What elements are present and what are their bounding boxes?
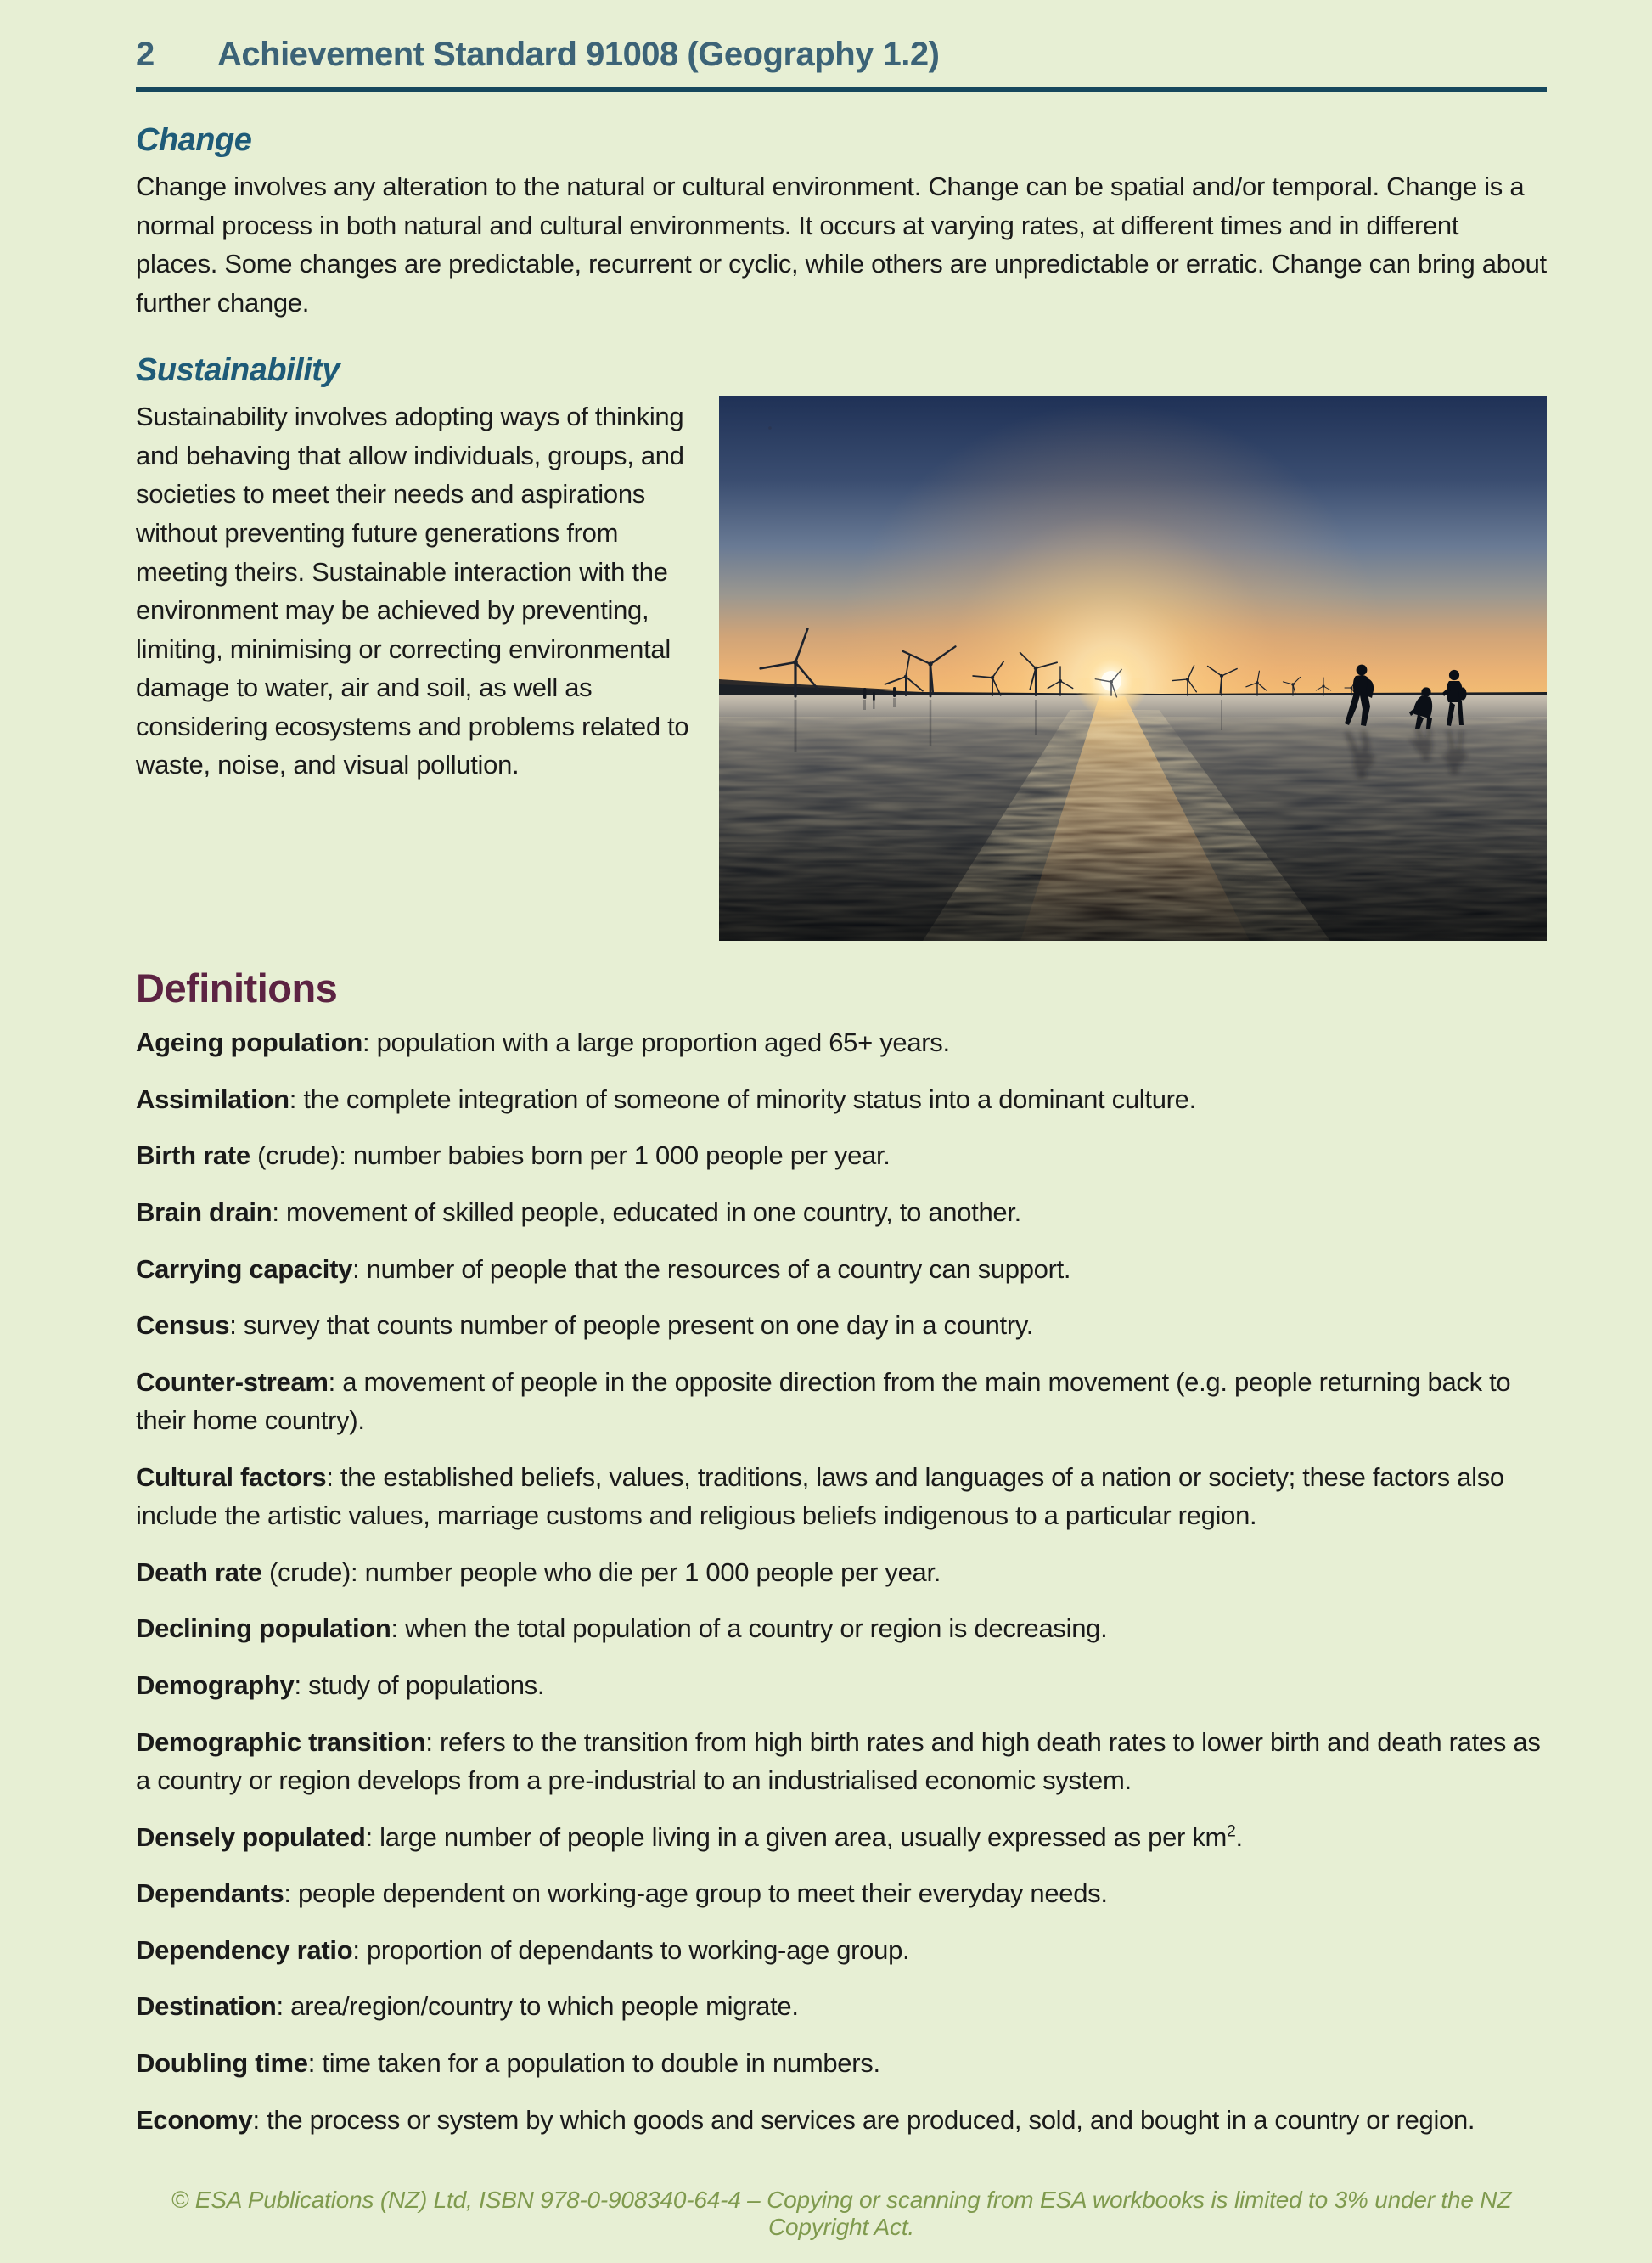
page-number: 2 (136, 36, 155, 73)
definition-item (136, 1874, 1547, 1913)
definition-item (136, 1931, 1547, 1970)
definition-text: (crude): number babies born per 1 000 people per year. (250, 1140, 891, 1171)
section-change (136, 122, 1547, 322)
page-header (136, 36, 1547, 74)
definition-item (136, 2101, 1547, 2140)
definition-term: Ageing population (136, 1027, 362, 1058)
definition-term: Cultural factors (136, 1461, 327, 1492)
definition-item (136, 1023, 1547, 1062)
definition-term: Brain drain (136, 1196, 273, 1227)
definition-term: Assimilation (136, 1084, 289, 1114)
footer-text: © ESA Publications (NZ) Ltd, ISBN 978-0-908340-64-4 – Copying or scanning from ESA workbooks is limited to 3% under the NZ Copyright Act. (171, 2187, 1512, 2240)
definition-item (136, 2044, 1547, 2083)
photo-bottom-shadow (719, 834, 1547, 941)
sunset-photo-graphic (719, 396, 1547, 941)
definition-term: Economy (136, 2104, 253, 2135)
sustainability-heading: Sustainability (136, 352, 340, 389)
definition-superscript: 2 (1227, 1822, 1236, 1841)
definition-text: : time taken for a population to double in numbers. (307, 2047, 880, 2078)
definition-term: Census (136, 1310, 230, 1341)
definition-item (136, 1080, 1547, 1119)
definition-text: (crude): number people who die per 1 000 people per year. (261, 1557, 941, 1587)
sustainability-text-column (136, 396, 695, 785)
header-rule (136, 87, 1547, 92)
definition-term: Birth rate (136, 1140, 250, 1171)
page-title: Achievement Standard 91008 (Geography 1.2) (217, 36, 940, 73)
definitions-heading: Definitions (136, 965, 338, 1011)
definition-text: : movement of skilled people, educated in one country, to another. (272, 1196, 1021, 1227)
definition-item (136, 1987, 1547, 2026)
definition-item (136, 1306, 1547, 1345)
definition-text-after: . (1235, 1821, 1243, 1852)
definition-text: : population with a large proportion aged 65+ years. (362, 1027, 950, 1058)
change-heading: Change (136, 122, 252, 158)
definition-text: : proportion of dependants to working-age group. (352, 1934, 910, 1965)
definition-item (136, 1723, 1547, 1800)
definition-item (136, 1136, 1547, 1175)
definition-term: Death rate (136, 1557, 262, 1587)
definition-text: : survey that counts number of people present on one day in a country. (229, 1310, 1034, 1341)
definition-term: Dependency ratio (136, 1934, 353, 1965)
definition-text: : a movement of people in the opposite direction from the main movement (e.g. people returning back to their home country). (136, 1366, 1511, 1436)
definition-term: Destination (136, 1991, 277, 2022)
sunset-beach-photo (719, 396, 1547, 941)
definition-text: : refers to the transition from high birth rates and high death rates to lower birth and death rates as a country or region develops from a pre-industrial to an industrialised economic system. (136, 1726, 1541, 1796)
definition-text: : study of populations. (294, 1670, 545, 1700)
definition-text: : area/region/country to which people migrate. (276, 1991, 799, 2022)
definition-item (136, 1818, 1547, 1857)
definition-text: : large number of people living in a given area, usually expressed as per km (365, 1821, 1228, 1852)
definition-item (136, 1666, 1547, 1705)
definitions-list (136, 1023, 1547, 2139)
sustainability-paragraph: Sustainability involves adopting ways of thinking and behaving that allow individuals, groups, and societies to meet their needs and aspirations without preventing future generations from meeting theirs. Sustainable interaction with the environment may be achieved by preventing, limiting, minimising or correcting environmental damage to water, air and soil, as well as considering ecosystems and problems related to waste, noise, and visual pollution. (136, 402, 689, 780)
section-sustainability (136, 352, 1547, 941)
definition-item (136, 1250, 1547, 1289)
definition-text: : when the total population of a country or region is decreasing. (391, 1613, 1108, 1644)
definition-text: : number of people that the resources of a country can support. (352, 1253, 1071, 1284)
definition-term: Demographic transition (136, 1726, 426, 1757)
section-definitions (136, 965, 1547, 2139)
definition-item (136, 1553, 1547, 1592)
definition-term: Dependants (136, 1878, 284, 1909)
definition-item (136, 1363, 1547, 1440)
definition-item (136, 1193, 1547, 1232)
definition-term: Demography (136, 1670, 295, 1700)
definition-text: : people dependent on working-age group to meet their everyday needs. (284, 1878, 1108, 1909)
definition-item (136, 1609, 1547, 1648)
definition-text: : the process or system by which goods and services are produced, sold, and bought in a country or region. (252, 2104, 1475, 2135)
definition-text: : the established beliefs, values, traditions, laws and languages of a nation or society; these factors also include the artistic values, marriage customs and religious beliefs indigenous to a particular region. (136, 1461, 1504, 1531)
definition-item (136, 1458, 1547, 1535)
change-paragraph: Change involves any alteration to the natural or cultural environment. Change can be spatial and/or temporal. Change is a normal process in both natural and cultural environments. It occurs at varying rates, at different times and in different places. Some changes are predictable, recurrent or cyclic, while others are unpredictable or erratic. Change can bring about further change. (136, 172, 1547, 318)
page-footer (136, 2187, 1547, 2241)
definition-term: Declining population (136, 1613, 391, 1644)
definition-term: Carrying capacity (136, 1253, 353, 1284)
definition-term: Counter-stream (136, 1366, 329, 1397)
distant-bird (768, 426, 772, 430)
definition-text: : the complete integration of someone of minority status into a dominant culture. (289, 1084, 1196, 1114)
definition-term: Doubling time (136, 2047, 308, 2078)
definition-term: Densely populated (136, 1821, 366, 1852)
